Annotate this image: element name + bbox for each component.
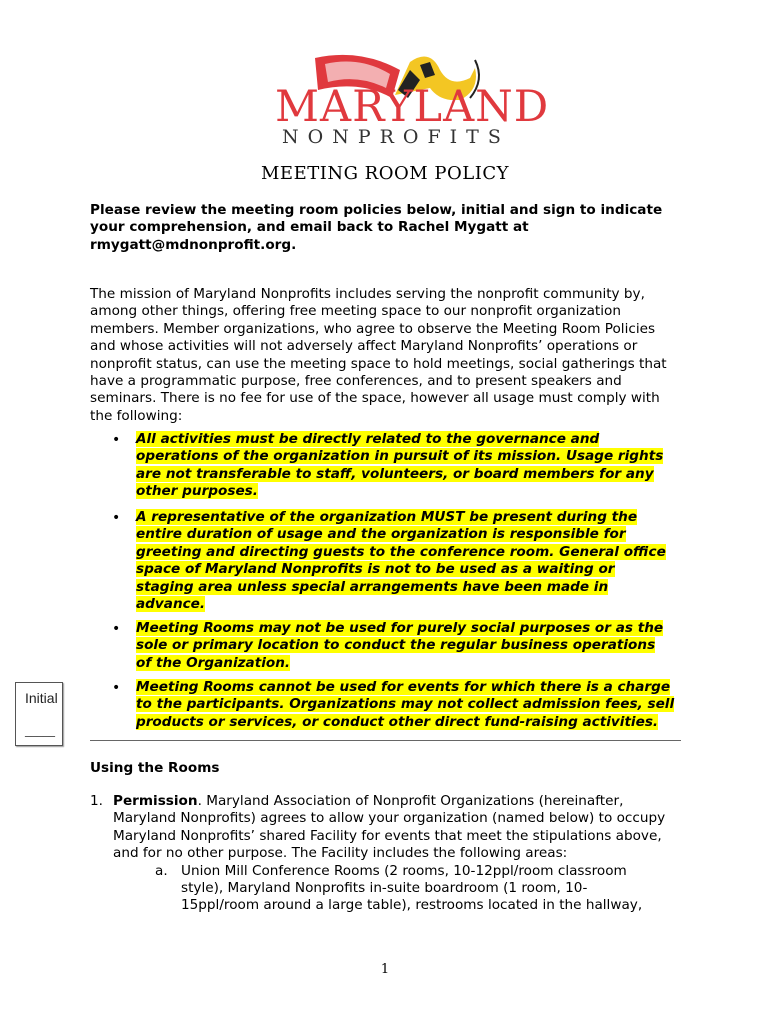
- text-line: [181, 880, 642, 897]
- section-heading: Using the Rooms: [90, 760, 220, 776]
- text-line: [136, 596, 666, 613]
- logo: [270, 40, 550, 150]
- line-text: nonprofit status, can use the meeting space to hold meetings, social gatherings that: [90, 355, 667, 372]
- line-text: of the Organization.: [136, 654, 291, 671]
- line-text: 15ppl/room around a large table), restrooms located in the hallway,: [181, 897, 643, 914]
- text-line: [136, 431, 663, 448]
- item-text: . Maryland Association of Nonprofit Organizations (hereinafter,: [197, 793, 624, 809]
- line-text: staging area unless special arrangements have been made in: [136, 578, 609, 595]
- text-line: [90, 321, 667, 338]
- text-line: [136, 466, 663, 483]
- line-text: other purposes.: [136, 483, 258, 500]
- text-line: [90, 219, 662, 236]
- text-line: [90, 286, 667, 303]
- text-line: [136, 579, 666, 596]
- text-line: [136, 483, 663, 500]
- line-text: space of Maryland Nonprofits is not to be used as a waiting or: [136, 561, 615, 578]
- policy-bullet: [136, 679, 674, 731]
- policy-bullet: [136, 509, 666, 613]
- text-line: [136, 544, 666, 561]
- sub-item-letter: a.: [155, 862, 168, 879]
- text-line: [113, 828, 665, 845]
- bullet-icon: •: [112, 510, 121, 526]
- divider: [90, 740, 681, 741]
- text-line: [136, 448, 663, 465]
- line-text: Meeting Rooms cannot be used for events for which there is a charge: [136, 679, 671, 695]
- text-line: [90, 338, 667, 355]
- text-line: [113, 845, 665, 862]
- text-line: [136, 637, 663, 654]
- text-line: [90, 373, 667, 390]
- text-line: [113, 810, 665, 827]
- line-text: Maryland Nonprofits’ shared Facility for events that meet the stipulations above,: [113, 827, 662, 844]
- text-line: [90, 237, 662, 254]
- text-line: [136, 526, 666, 543]
- line-text: your comprehension, and email back to Rachel Mygatt at: [90, 219, 529, 236]
- line-text: All activities must be directly related to the governance and: [136, 431, 600, 447]
- policy-bullet: [136, 431, 663, 501]
- line-text: Meeting Rooms may not be used for purely social purposes or as the: [136, 620, 664, 636]
- logo-subtitle: NONPROFITS: [282, 126, 510, 148]
- text-line: [136, 509, 666, 526]
- bullet-icon: •: [112, 680, 121, 696]
- text-line: [136, 655, 663, 672]
- item-1-text: [113, 810, 665, 862]
- line-text: advance.: [136, 595, 206, 612]
- line-text: Maryland Nonprofits) agrees to allow your organization (named below) to occupy: [113, 810, 666, 827]
- item-1-first-line: [113, 793, 623, 810]
- initial-label: Initial: [25, 690, 58, 706]
- text-line: [90, 356, 667, 373]
- line-text: are not transferable to staff, volunteers, or board members for any: [136, 465, 654, 482]
- text-line: [90, 303, 667, 320]
- line-text: have a programmatic purpose, free conferences, and to present speakers and: [90, 372, 622, 389]
- sub-item-a-text: [181, 863, 642, 915]
- line-text: among other things, offering free meeting space to our nonprofit organization: [90, 303, 621, 320]
- text-line: [136, 561, 666, 578]
- text-line: [136, 696, 674, 713]
- line-text: operations of the organization in pursuit of its mission. Usage rights: [136, 448, 664, 465]
- line-text: Union Mill Conference Rooms (2 rooms, 10-12ppl/room classroom: [181, 862, 627, 879]
- text-line: [136, 714, 674, 731]
- line-text: The mission of Maryland Nonprofits includes serving the nonprofit community by,: [90, 286, 645, 302]
- intro-instructions: [90, 202, 662, 254]
- text-line: [90, 202, 662, 219]
- text-line: [136, 620, 663, 637]
- text-line: [136, 679, 674, 696]
- item-term: Permission: [113, 793, 198, 809]
- item-number: 1.: [90, 793, 103, 809]
- initial-box[interactable]: [15, 682, 63, 746]
- line-text: seminars. There is no fee for use of the space, however all usage must comply with: [90, 390, 660, 407]
- line-text: entire duration of usage and the organization is responsible for: [136, 526, 626, 543]
- line-text: style), Maryland Nonprofits in-suite boardroom (1 room, 10-: [181, 879, 588, 896]
- page-title: MEETING ROOM POLICY: [261, 163, 509, 184]
- line-text: sole or primary location to conduct the regular business operations: [136, 637, 656, 654]
- logo-wordmark: MARYLAND: [275, 82, 550, 132]
- page-number: 1: [380, 962, 390, 977]
- line-text: rmygatt@mdnonprofit.org.: [90, 236, 297, 253]
- line-text: and for no other purpose. The Facility includes the following areas:: [113, 845, 568, 862]
- bullet-icon: •: [112, 621, 121, 637]
- line-text: products or services, or conduct other direct fund-raising activities.: [136, 713, 659, 730]
- text-line: [90, 390, 667, 407]
- bullet-icon: •: [112, 432, 121, 448]
- text-line: [90, 408, 667, 425]
- mission-paragraph: [90, 286, 667, 425]
- line-text: greeting and directing guests to the conference room. General office: [136, 543, 666, 560]
- line-text: A representative of the organization MUST be present during the: [136, 509, 638, 525]
- text-line: [181, 897, 642, 914]
- line-text: the following:: [90, 407, 183, 424]
- policy-bullet: [136, 620, 663, 672]
- line-text: Please review the meeting room policies below, initial and sign to indicate: [90, 202, 663, 218]
- text-line: [181, 863, 642, 880]
- line-text: to the participants. Organizations may not collect admission fees, sell: [136, 696, 675, 713]
- initial-blank-line[interactable]: _____: [25, 723, 55, 737]
- line-text: and whose activities will not adversely affect Maryland Nonprofits’ operations or: [90, 338, 638, 355]
- line-text: members. Member organizations, who agree to observe the Meeting Room Policies: [90, 320, 656, 337]
